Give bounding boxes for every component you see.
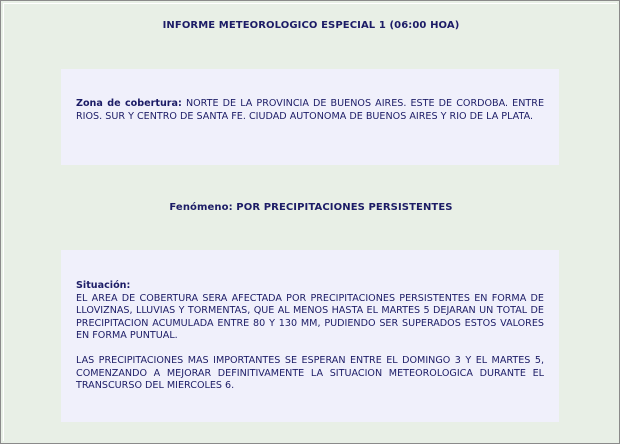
coverage-panel [61,69,559,165]
phenomenon-text: POR PRECIPITACIONES PERSISTENTES [236,202,453,213]
coverage-label: Zona de cobertura: [76,98,182,109]
coverage-paragraph [76,98,544,123]
phenomenon-heading [1,202,620,213]
report-title: INFORME METEOROLOGICO ESPECIAL 1 (06:00 HOA) [162,20,460,31]
situation-paragraph-2: LAS PRECIPITACIONES MAS IMPORTANTES SE ESPERAN ENTRE EL DOMINGO 3 Y EL MARTES 5, COMENZANDO A MEJORAR DEFINITIVAMENTE LA SITUACION METEOROLOGICA DURANTE EL TRANSCURSO DEL MIERCOLES 6. [76,354,544,392]
phenomenon-label: Fenómeno: [169,202,233,213]
situation-paragraph-1: EL AREA DE COBERTURA SERA AFECTADA POR PRECIPITACIONES PERSISTENTES EN FORMA DE LLOVIZNAS, LLUVIAS Y TORMENTAS, QUE AL MENOS HASTA EL MARTES 5 DEJARAN UN TOTAL DE PRECIPITACION ACUMULADA ENTRE 80 Y 130 MM, PUDIENDO SER SUPERADOS ESTOS VALORES EN FORMA PUNTUAL. [76,292,544,342]
situation-panel [61,250,559,422]
coverage-text: NORTE DE LA PROVINCIA DE BUENOS AIRES. ESTE DE CORDOBA. ENTRE RIOS. SUR Y CENTRO DE SANTA FE. CIUDAD AUTONOMA DE BUENOS AIRES Y RIO DE LA PLATA. [76,98,545,122]
situation-label: Situación: [76,280,131,291]
